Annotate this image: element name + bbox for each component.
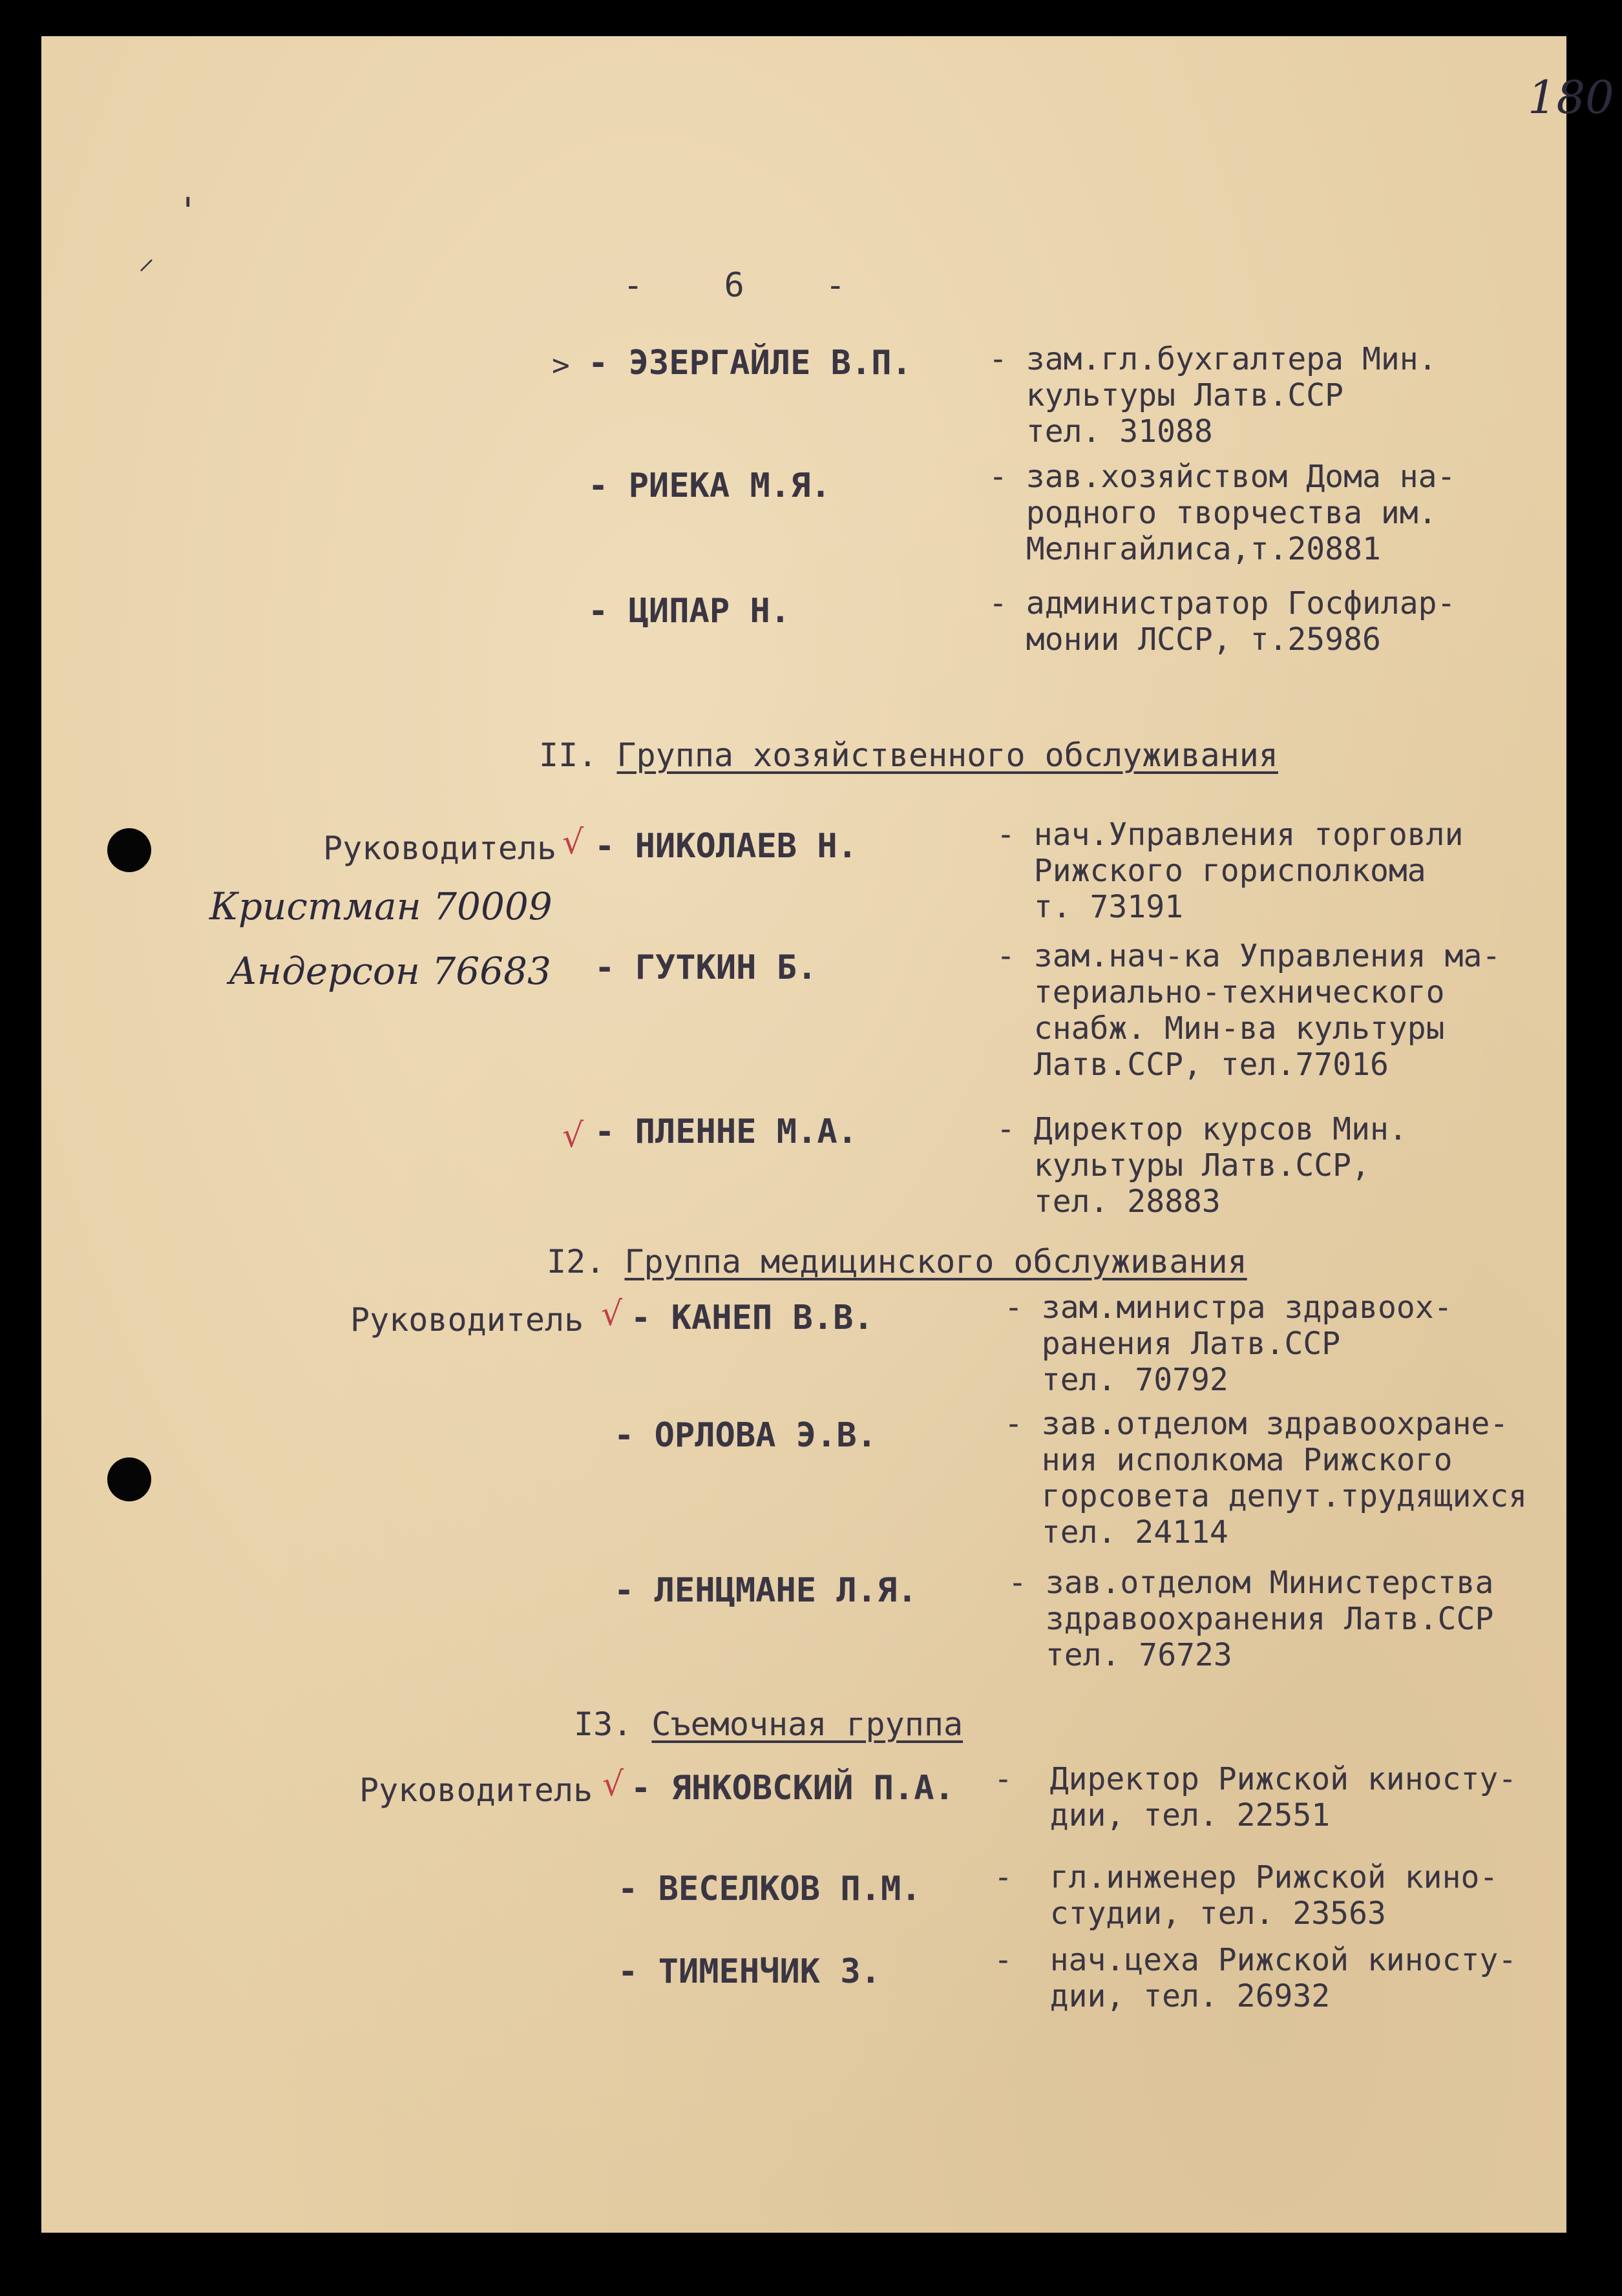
leader-label: Руководитель — [323, 830, 557, 867]
entry-name: - ЛЕНЦМАНЕ Л.Я. — [614, 1571, 918, 1610]
entry-name: - НИКОЛАЕВ Н. — [595, 827, 858, 866]
entry-name: - ЦИПАР Н. — [588, 592, 791, 631]
leader-label: Руководитель — [359, 1771, 593, 1809]
punch-hole — [107, 1457, 151, 1501]
stray-mark: ' — [177, 191, 199, 233]
entry-name: - ОРЛОВА Э.В. — [614, 1416, 877, 1455]
stray-mark: ⸝ — [138, 239, 154, 277]
entry-desc: - зам.нач-ка Управления ма- териально-технического снабж. Мин-ва культуры Латв.ССР, тел.77016 — [996, 938, 1501, 1083]
entry-desc: - зав.хозяйством Дома на- родного творчества им. Мелнгайлиса,т.20881 — [989, 459, 1456, 567]
entry-desc: - зам.министра здравоох- ранения Латв.ССР тел. 70792 — [1004, 1289, 1453, 1398]
entry-name: - ПЛЕННЕ М.А. — [595, 1112, 858, 1151]
arrow-mark: > — [552, 348, 570, 382]
entry-desc: - администратор Госфилар- монии ЛССР, т.25986 — [989, 585, 1456, 658]
entry-desc: - Директор курсов Мин. культуры Латв.ССР, тел. 28883 — [996, 1111, 1407, 1220]
entry-desc: - нач.цеха Рижской киносту- дии, тел. 26932 — [994, 1942, 1517, 2014]
entry-desc: - гл.инженер Рижской кино- студии, тел. 23563 — [994, 1859, 1499, 1932]
handwritten-note: Андерсон 76683 — [229, 949, 551, 993]
leader-label: Руководитель — [350, 1301, 584, 1339]
red-checkmark: √ — [601, 1295, 623, 1333]
entry-name: - ЭЗЕРГАЙЛЕ В.П. — [588, 344, 912, 382]
entry-desc: - Директор Рижской киносту- дии, тел. 22551 — [994, 1761, 1517, 1833]
section-heading: II. Группа хозяйственного обслуживания — [539, 736, 1278, 774]
entry-name: - КАНЕП В.В. — [631, 1299, 874, 1337]
section-heading: I2. Группа медицинского обслуживания — [547, 1243, 1247, 1280]
handwritten-page-number: 180 — [1528, 71, 1614, 124]
red-checkmark: √ — [562, 1116, 584, 1155]
red-checkmark: √ — [562, 823, 584, 862]
entry-name: - ВЕСЕЛКОВ П.М. — [618, 1870, 922, 1908]
red-checkmark: √ — [602, 1765, 624, 1804]
entry-desc: - нач.Управления торговли Рижского горисполкома т. 73191 — [996, 817, 1464, 925]
entry-name: - ГУТКИН Б. — [595, 948, 817, 987]
page-label: - 6 - — [623, 266, 846, 305]
section-heading: I3. Съемочная группа — [574, 1706, 964, 1743]
entry-name: - РИЕКА М.Я. — [588, 466, 831, 505]
entry-desc: - зав.отделом Министерства здравоохранения Латв.ССР тел. 76723 — [1008, 1565, 1494, 1673]
entry-desc: - зам.гл.бухгалтера Мин. культуры Латв.ССР тел. 31088 — [989, 341, 1437, 450]
entry-name: - ЯНКОВСКИЙ П.А. — [631, 1769, 954, 1808]
handwritten-note: Кристман 70009 — [209, 884, 553, 928]
entry-name: - ТИМЕНЧИК З. — [618, 1952, 881, 1991]
entry-desc: - зав.отделом здравоохране- ния исполкома Рижского горсовета депут.трудящихся тел. 24114 — [1004, 1406, 1528, 1550]
document-page — [41, 36, 1614, 2233]
punch-hole — [107, 828, 151, 872]
